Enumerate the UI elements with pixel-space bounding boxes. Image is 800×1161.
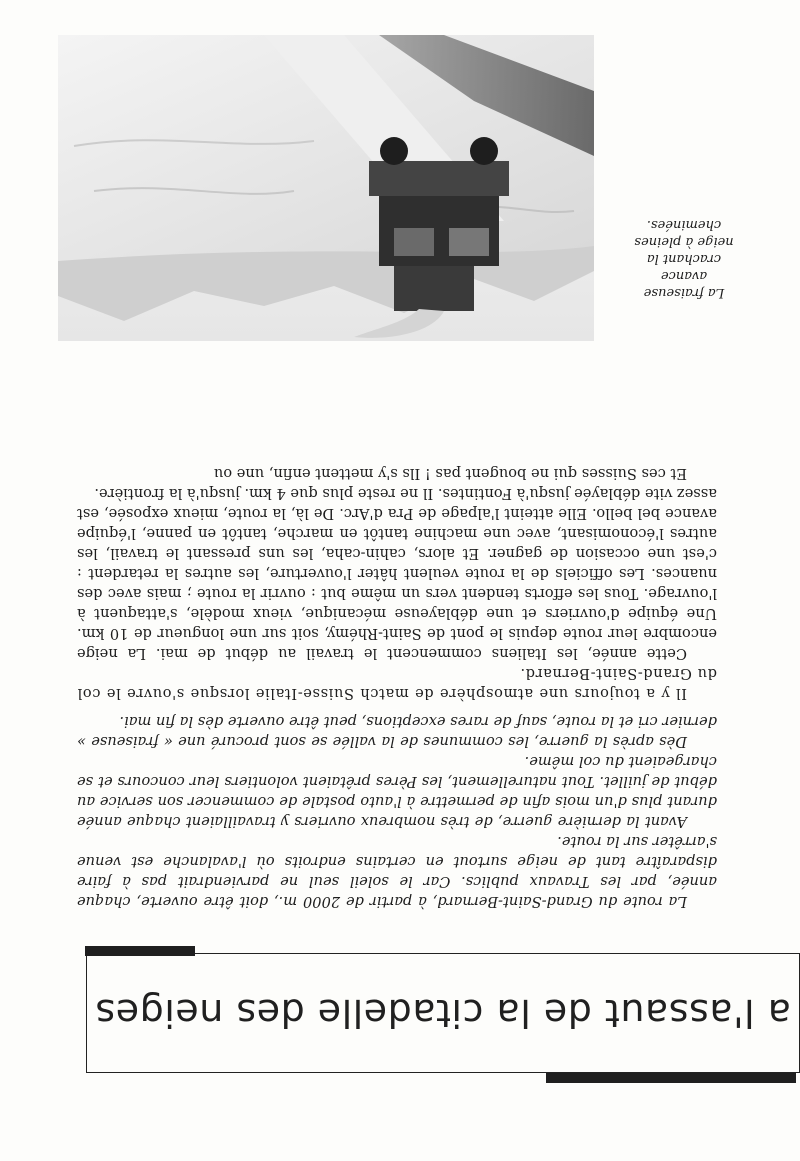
photo-caption xyxy=(628,216,740,301)
caption-line: cheminées. xyxy=(646,217,722,232)
caption-line: neige à pleines xyxy=(634,234,734,249)
article-title: a l'assaut de la citadelle des neiges xyxy=(95,991,792,1035)
body-paragraph: Il y a toujours une atmosphère de match Suisse-Italie lorsque s'ouvre le col du Grand-Saint-Bernard. xyxy=(77,665,717,702)
photo-row xyxy=(40,31,740,341)
decorative-bar-top xyxy=(546,1073,796,1083)
article-text xyxy=(77,463,717,911)
caption-line: crachant la xyxy=(646,251,722,266)
caption-line: avance xyxy=(660,268,708,283)
intro-paragraph: Avant la dernière guerre, de très nombreux ouvriers y travaillaient chaque année durant plus d'un mois afin de permettre à l'auto postale de commencer son service au début de juillet. Tout naturellement, les Pères prêtaient volontiers leur concours et se chargeaient du col même. xyxy=(77,753,717,830)
intro-paragraph: La route du Grand-Saint-Bernard, à partir de 2000 m., doit être ouverte, chaque année, par les Travaux publics. Car le soleil seul ne parviendrait pas à faire disparaître tant de neige surtout en certains endroits où l'avalanche est venue s'arrêter sur la route. xyxy=(77,833,717,910)
snow-plow-photo xyxy=(58,35,594,341)
decorative-bar-bottom xyxy=(85,946,195,956)
photo-graphic xyxy=(58,35,594,341)
title-box xyxy=(86,953,800,1073)
body-paragraph: Et ces Suisses qui ne bougent pas ! Ils s'y mettent enfin, une ou xyxy=(213,465,687,482)
caption-line: La fraiseuse xyxy=(643,285,725,300)
intro-paragraph: Dès après la guerre, les communes de la vallée se sont procuré une « fraiseuse » dernier cri et la route, sauf de rares exceptions, peut être ouverte dès la fin mai. xyxy=(77,713,717,750)
body-paragraph: Cette année, les Italiens commencent le travail au début de mai. La neige encombre leur route depuis le pont de Saint-Rhémy, soit sur une longueur de 10 km. Une équipe d'ouvriers et une déblayeuse mécanique, vieux modèle, s'attaquent à l'ouvrage. Tous les efforts tendent vers un même but : ouvrir la route ; mais avec des nuances. Les officiels de la route veulent hâter l'ouverture, les autres la retardent : c'est une occasion de gagner. Et alors, cahin-caha, les uns pressant le travail, les autres l'économisant, avec une machine tantôt en marche, tantôt en panne, l'équipe avance bel bello. Elle atteint l'alpage de Pra d'Arc. De là, la route, mieux exposée, est assez vite déblayée jusqu'à Fontintes. Il ne reste plus que 4 km. jusqu'à la frontière. xyxy=(77,485,717,662)
